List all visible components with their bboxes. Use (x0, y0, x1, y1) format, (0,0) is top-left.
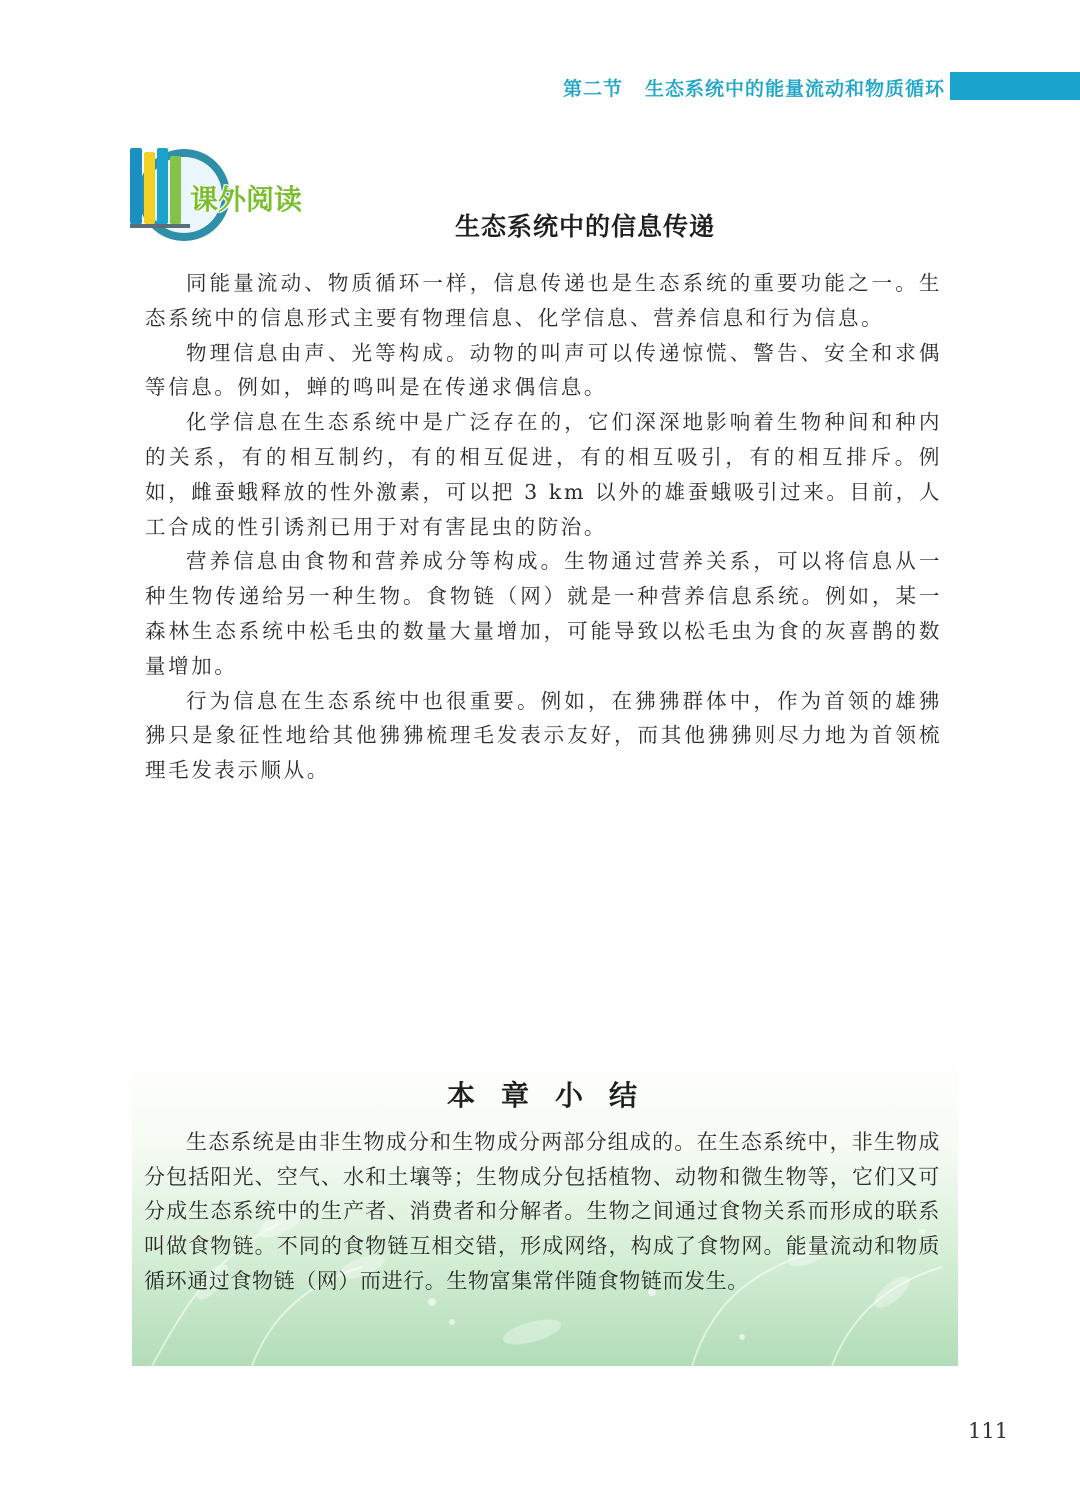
reading-paragraph: 行为信息在生态系统中也很重要。例如，在狒狒群体中，作为首领的雄狒狒只是象征性地给其他狒狒梳理毛发表示友好，而其他狒狒则尽力地为首领梳理毛发表示顺从。 (145, 688, 942, 783)
page-number: 111 (968, 1419, 1009, 1443)
header-section: 第二节 (562, 78, 623, 100)
reading-title: 生态系统中的信息传递 (454, 212, 715, 241)
reading-paragraph: 化学信息在生态系统中是广泛存在的，它们深深地影响着生物种间和种内的关系，有的相互制约，有的相互促进，有的相互吸引，有的相互排斥。例如，雌蚕蛾释放的性外激素，可以把 3 km 以外的雄蚕蛾吸引过来。目前，人工合成的性引诱剂已用于对有害昆虫的防治。 (145, 410, 942, 539)
extra-reading-label: 课外阅读 (190, 183, 303, 216)
summary-paragraph: 生态系统是由非生物成分和生物成分两部分组成的。在生态系统中，非生物成分包括阳光、空气、水和土壤等；生物成分包括植物、动物和微生物等，它们又可分成生态系统中的生产者、消费者和分解者。生物之间通过食物关系而形成的联系叫做食物链。不同的食物链互相交错，形成网络，构成了食物网。能量流动和物质循环通过食物链（网）而进行。生物富集常伴随食物链而发生。 (144, 1130, 940, 1293)
header-accent-bar (950, 72, 1080, 100)
reading-paragraph: 营养信息由食物和营养成分等构成。生物通过营养关系，可以将信息从一种生物传递给另一种生物。食物链（网）就是一种营养信息系统。例如，某一森林生态系统中松毛虫的数量大量增加，可能导致以松毛虫为食的灰喜鹊的数量增加。 (145, 549, 942, 678)
running-header (563, 74, 945, 101)
reading-body (145, 266, 942, 788)
header-title: 生态系统中的能量流动和物质循环 (644, 78, 945, 100)
reading-paragraph: 同能量流动、物质循环一样，信息传递也是生态系统的重要功能之一。生态系统中的信息形式主要有物理信息、化学信息、营养信息和行为信息。 (145, 271, 942, 330)
summary-body (144, 1125, 940, 1299)
summary-title: 本章小结 (446, 1079, 663, 1112)
reading-paragraph: 物理信息由声、光等构成。动物的叫声可以传递惊慌、警告、安全和求偶等信息。例如，蝉的鸣叫是在传递求偶信息。 (145, 340, 942, 400)
